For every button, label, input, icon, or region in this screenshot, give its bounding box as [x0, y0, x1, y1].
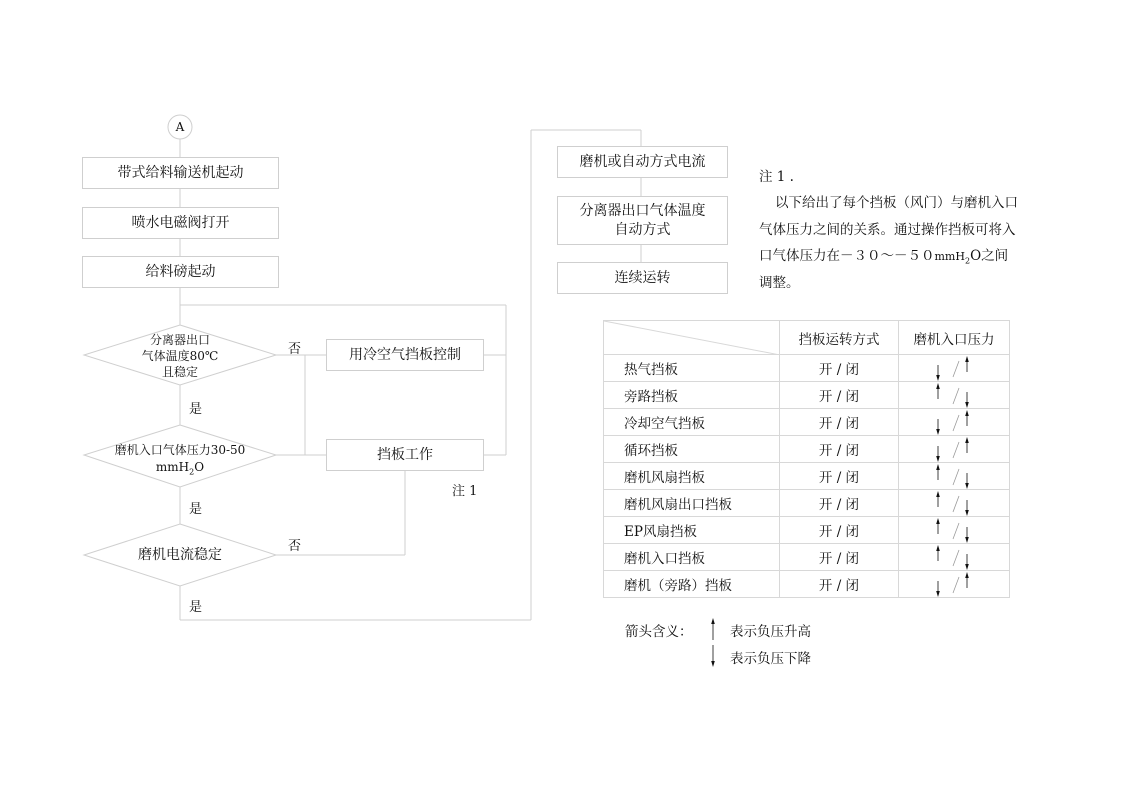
pressure-arrows [899, 544, 1010, 571]
table-row [604, 436, 1010, 463]
pressure-arrows [899, 355, 1010, 382]
damper-name: 磨机入口挡板 [604, 544, 780, 571]
table-row [604, 544, 1010, 571]
no-label-2: 否 [288, 539, 302, 554]
damper-name: 循环挡板 [604, 436, 780, 463]
down-arrow-icon [965, 554, 969, 570]
pressure-direction-cell [899, 382, 1010, 409]
decision-temp-text: 分离器出口 气体温度80℃ 且稳定 [141, 332, 219, 380]
table-row [604, 409, 1010, 436]
note-reference: 注 1 [452, 484, 478, 499]
table-row [604, 517, 1010, 544]
pressure-arrows [899, 382, 1010, 409]
slash-separator [953, 523, 959, 539]
yes-label-1: 是 [189, 402, 203, 417]
pressure-direction-cell [899, 409, 1010, 436]
note-line-3: 口气体压力在－３０～－５０mmH$_2$O之间 [759, 248, 1009, 266]
up-arrow-icon [936, 383, 940, 399]
damper-name: 磨机风扇挡板 [604, 463, 780, 490]
connector-label: A [175, 119, 185, 134]
damper-mode: 开 / 闭 [780, 463, 899, 490]
up-arrow-icon [965, 437, 969, 453]
decision-pressure-text [100, 443, 260, 477]
decision-pressure-line1: 磨机入口气体压力30-50 [114, 443, 246, 458]
pressure-direction-cell [899, 436, 1010, 463]
step-separator-temp-auto: 分离器出口气体温度 自动方式 [557, 196, 728, 245]
damper-name: 热气挡板 [604, 355, 780, 382]
up-arrow-icon [936, 518, 940, 534]
damper-mode: 开 / 闭 [780, 436, 899, 463]
down-arrow-icon [965, 500, 969, 516]
down-arrow-icon [936, 446, 940, 462]
step-continuous-run: 连续运转 [557, 262, 728, 294]
table-header-row [604, 321, 1010, 355]
pressure-arrows [899, 409, 1010, 436]
yes-label-2: 是 [189, 502, 203, 517]
corner-diagonal [604, 321, 780, 355]
damper-name: 冷却空气挡板 [604, 409, 780, 436]
header-pressure: 磨机入口压力 [899, 321, 1010, 355]
damper-name: EP风扇挡板 [604, 517, 780, 544]
note-line-4: 调整。 [759, 275, 800, 291]
step-feeder-scale-start: 给料磅起动 [82, 256, 279, 288]
no-label-1: 否 [288, 342, 302, 357]
step-belt-feeder-start: 带式给料输送机起动 [82, 157, 279, 189]
step-spray-valve-open: 喷水电磁阀打开 [82, 207, 279, 239]
damper-pressure-table [603, 320, 1010, 598]
up-arrow-icon [965, 356, 969, 372]
table-corner-cell [604, 321, 780, 355]
legend-up-text: 表示负压升高 [730, 624, 811, 640]
up-arrow-icon [965, 572, 969, 588]
pressure-arrows [899, 490, 1010, 517]
damper-name: 磨机风扇出口挡板 [604, 490, 780, 517]
slash-separator [953, 496, 959, 512]
note-line-1: 以下给出了每个挡板（风门）与磨机入口 [775, 195, 1018, 211]
damper-mode: 开 / 闭 [780, 517, 899, 544]
note-title: 注 1 . [759, 169, 794, 185]
damper-mode: 开 / 闭 [780, 409, 899, 436]
down-arrow-icon [936, 365, 940, 381]
pressure-arrows [899, 436, 1010, 463]
damper-name: 旁路挡板 [604, 382, 780, 409]
table-row [604, 490, 1010, 517]
slash-separator [953, 550, 959, 566]
damper-mode: 开 / 闭 [780, 544, 899, 571]
damper-mode: 开 / 闭 [780, 355, 899, 382]
yes-label-3: 是 [189, 600, 203, 615]
table-row [604, 382, 1010, 409]
damper-name: 磨机（旁路）挡板 [604, 571, 780, 598]
pressure-arrows [899, 463, 1010, 490]
damper-mode: 开 / 闭 [780, 571, 899, 598]
table-row [604, 463, 1010, 490]
up-arrow-icon [936, 464, 940, 480]
pressure-direction-cell [899, 355, 1010, 382]
table-row [604, 571, 1010, 598]
damper-mode: 开 / 闭 [780, 490, 899, 517]
legend-up-arrow-icon [708, 617, 718, 641]
note-line-2: 气体压力之间的关系。通过操作挡板可将入 [759, 222, 1016, 238]
step-cold-air-control: 用冷空气挡板控制 [326, 339, 484, 371]
down-arrow-icon [965, 473, 969, 489]
pressure-arrows [899, 571, 1010, 598]
slash-separator [953, 442, 959, 458]
slash-separator [953, 577, 959, 593]
down-arrow-icon [936, 581, 940, 597]
slash-separator [953, 361, 959, 377]
down-arrow-icon [965, 392, 969, 408]
damper-mode: 开 / 闭 [780, 382, 899, 409]
pressure-direction-cell [899, 490, 1010, 517]
pressure-direction-cell [899, 463, 1010, 490]
legend-down-text: 表示负压下降 [730, 651, 811, 667]
step-mill-current-auto: 磨机或自动方式电流 [557, 146, 728, 178]
up-arrow-icon [965, 410, 969, 426]
slash-separator [953, 388, 959, 404]
legend-down-arrow-icon [708, 644, 718, 668]
slash-separator [953, 469, 959, 485]
down-arrow-icon [965, 527, 969, 543]
pressure-direction-cell [899, 517, 1010, 544]
up-arrow-icon [936, 545, 940, 561]
decision-pressure-unit: mmH$_2$O [155, 459, 205, 476]
pressure-arrows [899, 517, 1010, 544]
down-arrow-icon [936, 419, 940, 435]
pressure-direction-cell [899, 544, 1010, 571]
table-row [604, 355, 1010, 382]
step-damper-work: 挡板工作 [326, 439, 484, 471]
slash-separator [953, 415, 959, 431]
up-arrow-icon [936, 491, 940, 507]
pressure-direction-cell [899, 571, 1010, 598]
header-mode: 挡板运转方式 [780, 321, 899, 355]
decision-current-text: 磨机电流稳定 [138, 546, 222, 563]
legend-title: 箭头含义： [625, 624, 693, 640]
